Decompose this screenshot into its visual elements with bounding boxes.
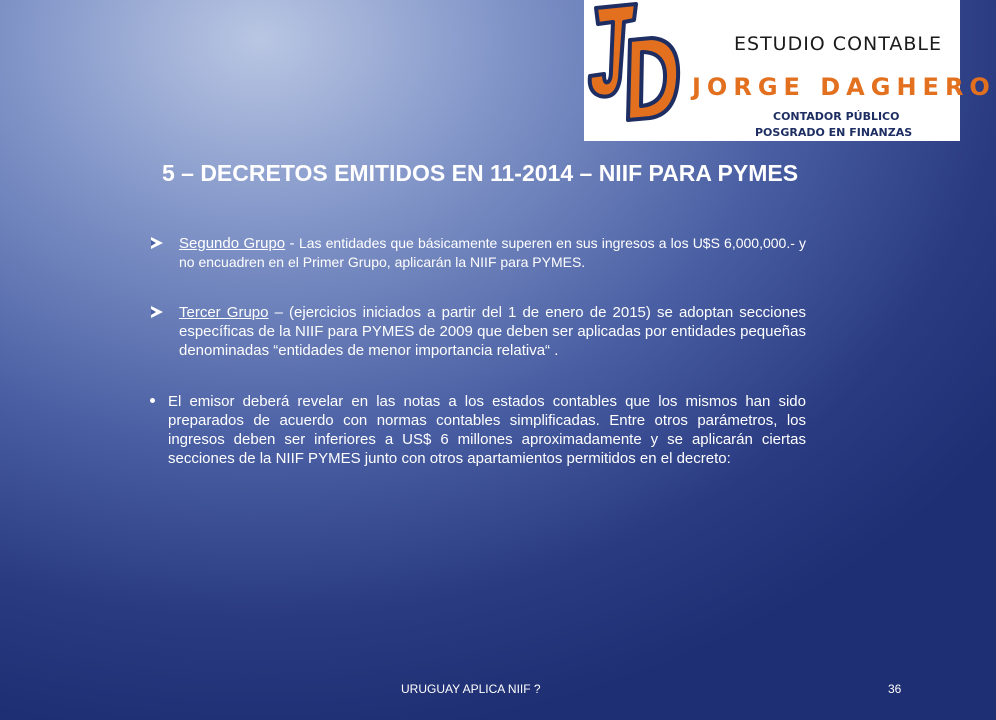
logo-title-text: CONTADOR PÚBLICO — [773, 110, 900, 123]
bullet-item-emisor — [150, 392, 806, 468]
page-number: 36 — [888, 682, 902, 696]
item-separator: - — [285, 235, 299, 252]
item-text: (ejercicios iniciados a partir del 1 de enero de 2015) se adoptan secciones específicas de la NIIF para PYMES de 2009 que deben ser aplicadas por entidades pequeñas denominadas “entidades de menor importancia relativa“ . — [179, 304, 806, 359]
jd-monogram-icon — [584, 0, 694, 141]
bullet-item-tercer-grupo — [150, 303, 806, 360]
logo-studio-text: ESTUDIO CONTABLE — [734, 33, 942, 55]
item-separator: – — [268, 304, 290, 321]
logo-name-text: JORGE DAGHERO — [692, 73, 996, 101]
item-heading: Tercer Grupo — [179, 304, 269, 321]
item-text: Las entidades que básicamente superen en sus ingresos a los U$S 6,000,000.- y no encuadren en el Primer Grupo, aplicarán la NIIF para PYMES. — [179, 235, 806, 270]
footer-center-text: URUGUAY APLICA NIIF ? — [401, 682, 541, 696]
logo — [584, 0, 996, 141]
item-heading: Segundo Grupo — [179, 235, 286, 252]
bullet-item-segundo-grupo — [150, 234, 806, 272]
arrow-bullet-icon — [151, 237, 163, 249]
slide-title: 5 – DECRETOS EMITIDOS EN 11-2014 – NIIF PARA PYMES — [161, 160, 799, 186]
round-bullet-icon — [150, 398, 155, 403]
slide-content — [150, 234, 806, 468]
arrow-bullet-icon — [151, 306, 163, 318]
item-text: El emisor deberá revelar en las notas a los estados contables que los mismos han sido preparados de acuerdo con normas contables simplificadas. Entre otros parámetros, los ingresos deben ser inferiores a US$ 6 millones aproximadamente y se aplicarán ciertas secciones de la NIIF PYMES junto con otros apartamientos permitidos en el decreto: — [168, 393, 806, 467]
logo-degree-text: POSGRADO EN FINANZAS — [755, 126, 913, 139]
